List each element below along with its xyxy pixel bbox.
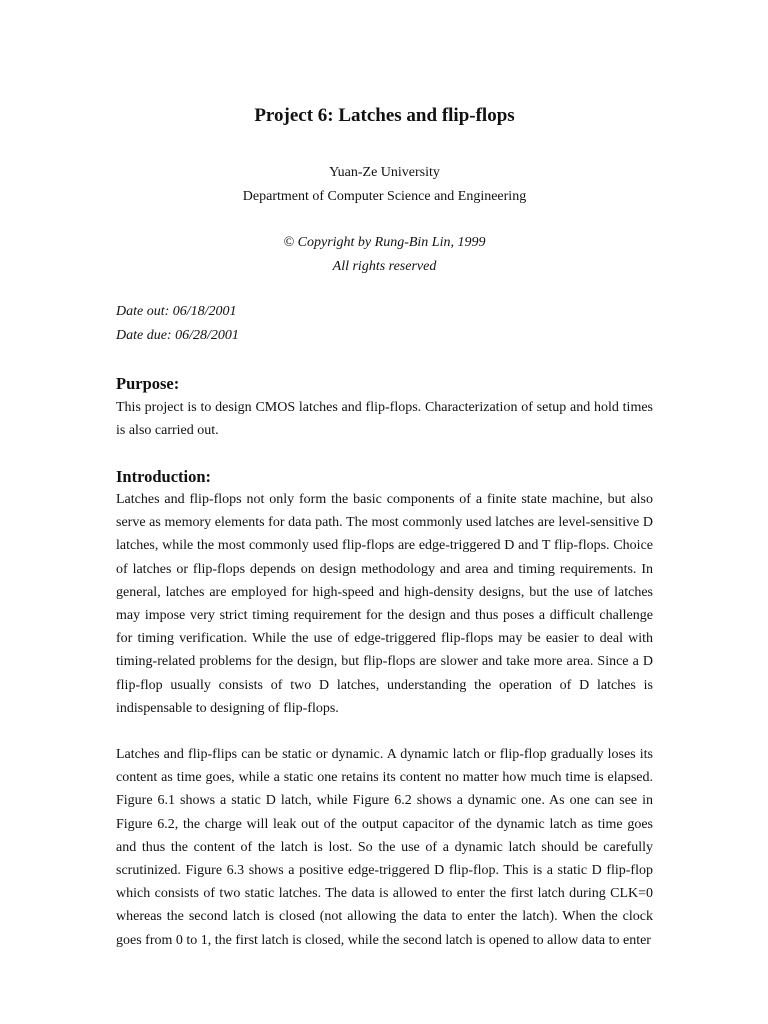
purpose-heading: Purpose: [116, 374, 180, 393]
introduction-heading: Introduction: [116, 467, 212, 486]
introduction-paragraph-2: Latches and flip-flips can be static or dynamic. A dynamic latch or flip-flop gradually loses its content as time goes, while a static one retains its content no matter how much time is elapsed. Figure 6.1 shows a static D latch, while Figure 6.2 shows a dynamic one. As one can see in Figure 6.2, the charge will leak out of the output capacitor of the dynamic latch as time goes and thus the content of the latch is lost. So the use of a dynamic latch should be carefully scrutinized. Figure 6.3 shows a positive edge-triggered D flip-flop. This is a static D flip-flop which consists of two static latches. The data is allowed to enter the first latch during CLK=0 whereas the second latch is closed (not allowing the data to enter the latch). When the clock goes from 0 to 1, the first latch is closed, while the second latch is opened to allow data to enter [116, 747, 653, 948]
purpose-text: This project is to design CMOS latches and flip-flops. Characterization of setup and hold times is also carried out. [116, 400, 653, 439]
page-title: Project 6: Latches and flip-flops [254, 105, 515, 126]
university-name: Yuan-Ze University [329, 165, 440, 180]
date-due: Date due: 06/28/2001 [116, 328, 239, 343]
date-out: Date out: 06/18/2001 [116, 304, 237, 319]
rights-line: All rights reserved [332, 259, 437, 274]
department-name: Department of Computer Science and Engineering [242, 189, 527, 204]
copyright-line: © Copyright by Rung-Bin Lin, 1999 [283, 235, 486, 250]
introduction-paragraph-1: Latches and flip-flops not only form the basic components of a finite state machine, but also serve as memory elements for data path. The most commonly used latches are level-sensitive D latches, while the most commonly used flip-flops are edge-triggered D and T flip-flops. Choice of latches or flip-flops depends on design methodology and area and timing requirements. In general, latches are employed for high-speed and high-density designs, but the use of latches may impose very strict timing requirement for the design and thus poses a difficult challenge for timing verification. While the use of edge-triggered flip-flops may be easier to deal with timing-related problems for the design, but flip-flops are slower and take more area. Since a D flip-flop usually consists of two D latches, understanding the operation of D latches is indispensable to designing of flip-flops. [116, 492, 653, 716]
